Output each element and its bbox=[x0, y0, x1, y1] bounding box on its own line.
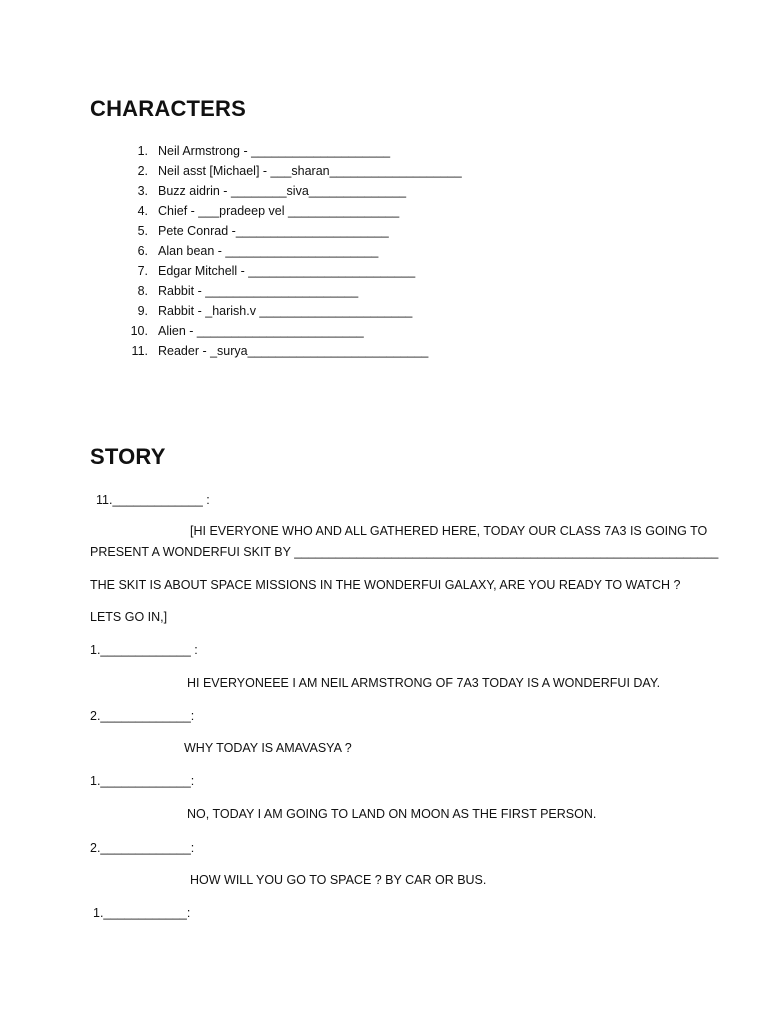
story-heading: STORY bbox=[90, 444, 166, 469]
dialogue-line: HOW WILL YOU GO TO SPACE ? BY CAR OR BUS. bbox=[190, 873, 487, 887]
character-item bbox=[118, 221, 462, 241]
character-number: 5. bbox=[137, 224, 148, 238]
dialogue-line: WHY TODAY IS AMAVASYA ? bbox=[184, 741, 352, 755]
character-text: Alien - ________________________ bbox=[158, 324, 364, 338]
character-number: 8. bbox=[137, 284, 148, 298]
character-number: 9. bbox=[137, 304, 148, 318]
speaker-line: 1._____________ : bbox=[90, 643, 198, 657]
character-item bbox=[118, 341, 462, 361]
character-text: Rabbit - _harish.v ______________________ bbox=[158, 304, 413, 318]
character-text: Edgar Mitchell - ________________________ bbox=[158, 264, 416, 278]
character-item bbox=[118, 261, 462, 281]
dialogue-line: PRESENT A WONDERFUI SKIT BY _____________________________________________________________ bbox=[90, 545, 719, 559]
character-item bbox=[118, 321, 462, 341]
character-number: 3. bbox=[137, 184, 148, 198]
characters-heading: CHARACTERS bbox=[90, 96, 246, 121]
character-item bbox=[118, 201, 462, 221]
character-number: 4. bbox=[137, 204, 148, 218]
dialogue-line: NO, TODAY I AM GOING TO LAND ON MOON AS THE FIRST PERSON. bbox=[187, 807, 597, 821]
character-number: 10. bbox=[130, 324, 148, 338]
speaker-line: 1.____________: bbox=[93, 906, 191, 920]
character-item bbox=[118, 141, 462, 161]
character-number: 11. bbox=[131, 344, 148, 358]
character-text: Rabbit - ______________________ bbox=[158, 284, 359, 298]
speaker-line: 2._____________: bbox=[90, 709, 195, 723]
character-text: Neil asst [Michael] - ___sharan___________________ bbox=[158, 164, 462, 178]
character-text: Chief - ___pradeep vel ________________ bbox=[158, 204, 400, 218]
speaker-line: 11._____________ : bbox=[96, 493, 210, 507]
character-item bbox=[118, 301, 462, 321]
character-number: 7. bbox=[137, 264, 148, 278]
dialogue-line: LETS GO IN,] bbox=[90, 610, 168, 624]
dialogue-line: [HI EVERYONE WHO AND ALL GATHERED HERE, TODAY OUR CLASS 7A3 IS GOING TO bbox=[190, 524, 708, 538]
character-text: Neil Armstrong - ____________________ bbox=[158, 144, 391, 158]
character-number: 1. bbox=[137, 144, 148, 158]
character-item bbox=[118, 181, 462, 201]
speaker-line: 2._____________: bbox=[90, 841, 195, 855]
character-text: Reader - _surya__________________________ bbox=[158, 344, 429, 358]
characters-list bbox=[118, 141, 462, 361]
dialogue-line: THE SKIT IS ABOUT SPACE MISSIONS IN THE WONDERFUI GALAXY, ARE YOU READY TO WATCH ? bbox=[90, 578, 681, 592]
character-item bbox=[118, 241, 462, 261]
speaker-line: 1._____________: bbox=[90, 774, 195, 788]
character-text: Alan bean - ______________________ bbox=[158, 244, 379, 258]
character-item bbox=[118, 281, 462, 301]
character-number: 2. bbox=[137, 164, 148, 178]
character-text: Buzz aidrin - ________siva______________ bbox=[158, 184, 407, 198]
character-text: Pete Conrad -______________________ bbox=[158, 224, 389, 238]
dialogue-line: HI EVERYONEEE I AM NEIL ARMSTRONG OF 7A3 TODAY IS A WONDERFUI DAY. bbox=[187, 676, 661, 690]
character-number: 6. bbox=[137, 244, 148, 258]
character-item bbox=[118, 161, 462, 181]
